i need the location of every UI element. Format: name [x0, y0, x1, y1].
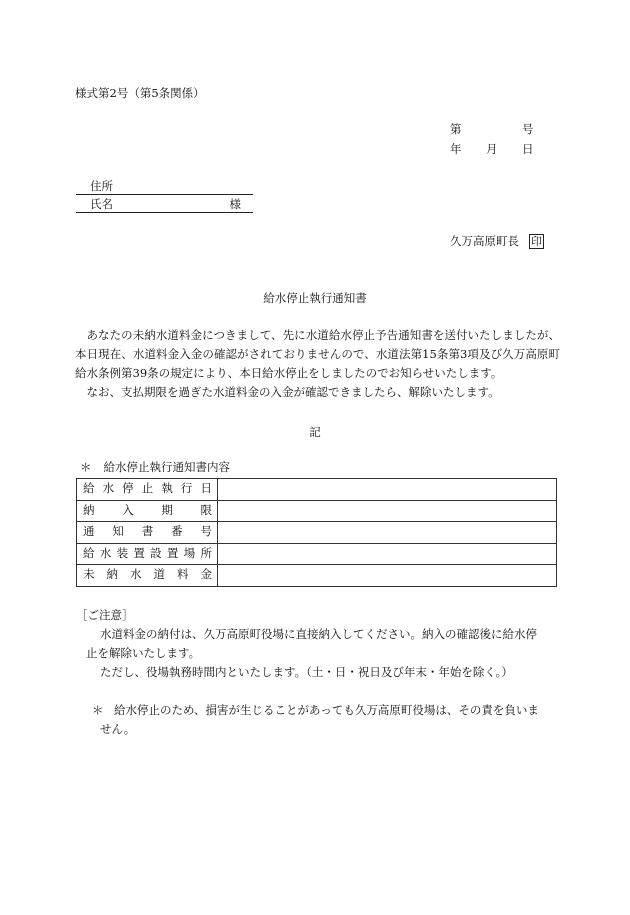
row-value-cell: [218, 522, 557, 544]
row-label: 通 知 書 番 号: [83, 524, 212, 539]
table-caption-text: 給水停止執行通知書内容: [103, 460, 230, 474]
notes-line-3: ただし、役場執務時間内といたします。（土・日・祝日及び年末・年始を除く。）: [100, 665, 513, 679]
row-value-cell: [218, 565, 557, 587]
issuer: [450, 234, 544, 249]
table-row: [77, 565, 557, 587]
row-label-cell: [77, 565, 218, 587]
table-row: [77, 522, 557, 544]
asterisk-mark: ＊: [80, 460, 92, 474]
row-label-cell: [77, 543, 218, 565]
date-day: 日: [522, 142, 534, 156]
ki-marker: 記: [309, 425, 321, 439]
form-reference: 様式第2号（第5条関係）: [75, 86, 205, 100]
row-label-cell: [77, 522, 218, 544]
table-body: [77, 479, 557, 587]
name-label: 氏名: [90, 197, 113, 211]
document-title: 給水停止執行通知書: [263, 291, 367, 305]
table-row: [77, 500, 557, 522]
issuer-name: 久万高原町長: [450, 234, 519, 248]
row-value-cell: [218, 500, 557, 522]
table-row: [77, 543, 557, 565]
notes-heading: ［ご注意］: [76, 608, 134, 622]
notes-line-2: 止を解除いたします。: [86, 646, 201, 660]
seal-stamp: 印: [531, 235, 542, 248]
row-value-cell: [218, 543, 557, 565]
row-label-cell: [77, 479, 218, 501]
table-caption: [80, 461, 230, 475]
body-paragraph-1: あなたの未納水道料金につきまして、先に水道給水停止予告通知書を送付いたしましたが、本日現在、水道料金入金の確認がされておりませんので、水道法第15条第3項及び久万高原町給水条例第39条の規定により、本日給水停止をしましたのでお知らせいたします。: [75, 328, 560, 380]
date-year: 年: [450, 142, 462, 156]
row-label: 給 水 装 置 設 置 場 所: [83, 545, 212, 560]
warning-line-1: 給水停止のため、損害が生じることがあっても久万高原町役場は、その責を負いま: [114, 703, 539, 717]
table-row: [77, 479, 557, 501]
row-label: 給 水 停 止 執 行 日: [83, 481, 212, 496]
row-label: 未 納 水 道 料 金: [83, 567, 212, 582]
document-number-suffix: 号: [522, 122, 534, 136]
warning-line-2: せん。: [100, 722, 136, 736]
document-number-prefix: 第: [450, 122, 462, 136]
row-label: 納 入 期 限: [83, 502, 212, 517]
notice-contents-table: [76, 478, 557, 587]
name-line: [76, 198, 253, 213]
notes-line-1: 水道料金の納付は、久万高原町役場に直接納入してください。納入の確認後に給水停: [100, 627, 537, 641]
address-line: [76, 180, 253, 195]
date-month: 月: [486, 142, 498, 156]
body-paragraph-2: なお、支払期限を過ぎた水道料金の入金が確認できましたら、解除いたします。: [86, 385, 500, 399]
row-value-cell: [218, 479, 557, 501]
honorific: 様: [229, 197, 241, 211]
warning-mark: ＊: [92, 703, 104, 717]
address-label: 住所: [90, 179, 113, 193]
row-label-cell: [77, 500, 218, 522]
